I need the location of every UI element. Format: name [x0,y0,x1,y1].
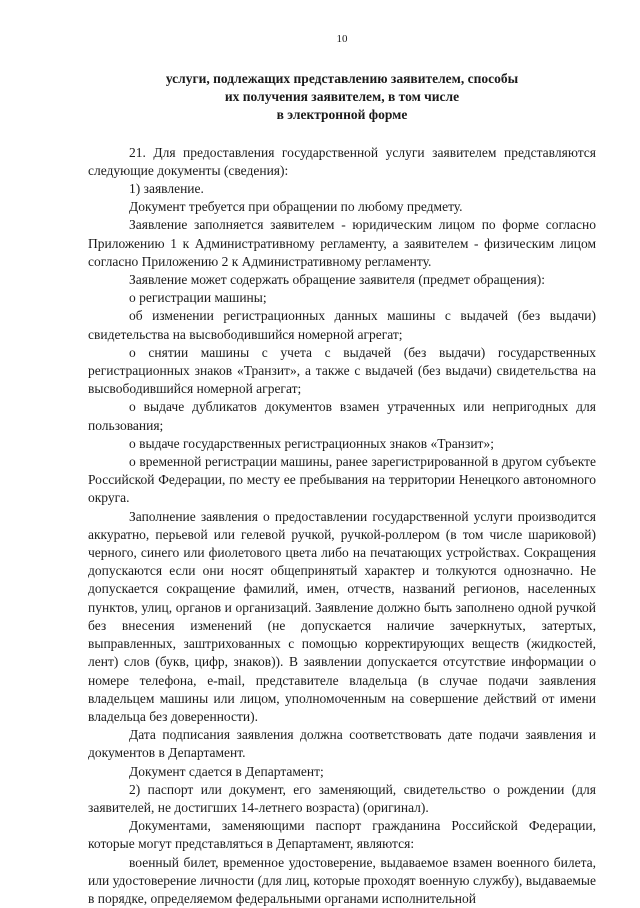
paragraph: Заявление заполняется заявителем - юридическим лицом по форме согласно Приложению 1 к Административному регламенту, а заявителем - физическим лицом согласно Приложению 2 к Административному регламенту. [88,217,596,269]
paragraph: Заполнение заявления о предоставлении государственной услуги производится аккуратно, перьевой или гелевой ручкой, ручкой-роллером (в том числе шариковой) черного, синего или фиолетового цвета либо на печатающих устройствах. Сокращения допускаются если они носят общепринятый характер и толкуются однозначно. Не допускается сокращение фамилий, имен, отчеств, названий регионов, населенных пунктов, улиц, органов и организаций. Заявление должно быть заполнено одной ручкой без внесения изменений (не допускается наличие зачеркнутых, затертых, выправленных, заштрихованных с помощью корректирующих веществ (жидкостей, лент) слов (букв, цифр, знаков)). В заявлении допускается отсутствие информации о номере телефона, e-mail, представителе владельца (в случае подачи заявления владельцем машины или лицом, уполномоченным на совершение действий от имени владельца без доверенности). [88,508,596,724]
paragraph: о выдаче дубликатов документов взамен утраченных или непригодных для пользования; [88,399,596,433]
paragraph: Документами, заменяющими паспорт гражданина Российской Федерации, которые могут представляться в Департамент, являются: [88,818,596,852]
paragraph: Документ требуется при обращении по любому предмету. [129,199,463,215]
paragraph: 21. Для предоставления государственной услуги заявителем представляются следующие документы (сведения): [88,144,596,178]
paragraph: Документ сдается в Департамент; [129,763,324,779]
paragraph: 1) заявление. [129,181,204,197]
document-body [88,144,596,908]
heading-line: услуги, подлежащих представлению заявителем, способы [165,71,519,86]
paragraph: о регистрации машины; [129,290,267,306]
paragraph: о выдаче государственных регистрационных знаков «Транзит»; [129,435,494,451]
paragraph: Дата подписания заявления должна соответствовать дате подачи заявления и документов в Департамент. [88,727,596,761]
paragraph: о снятии машины с учета с выдачей (без выдачи) государственных регистрационных знаков «Транзит», а также с выдачей (без выдачи) свидетельства на высвободившийся номерной агрегат; [88,344,596,397]
section-heading [88,70,596,125]
heading-line: в электронной форме [276,107,408,123]
paragraph: о временной регистрации машины, ранее зарегистрированной в другом субъекте Российской Федерации, по месту ее пребывания на территории Ненецкого автономного округа. [88,454,596,506]
paragraph: об изменении регистрационных данных машины с выдачей (без выдачи) свидетельства на высвободившийся номерной агрегат; [88,308,596,342]
page-number: 10 [336,33,348,45]
paragraph: 2) паспорт или документ, его заменяющий, свидетельство о рождении (для заявителей, не достигших 14-летнего возраста) (оригинал). [88,781,596,815]
heading-line: их получения заявителем, в том числе [224,89,460,105]
paragraph: военный билет, временное удостоверение, выдаваемое взамен военного билета, или удостоверение личности (для лиц, которые проходят военную службу), выдаваемые в порядке, определяемом федеральными органами исполнительной [88,854,596,906]
paragraph: Заявление может содержать обращение заявителя (предмет обращения): [129,272,545,288]
